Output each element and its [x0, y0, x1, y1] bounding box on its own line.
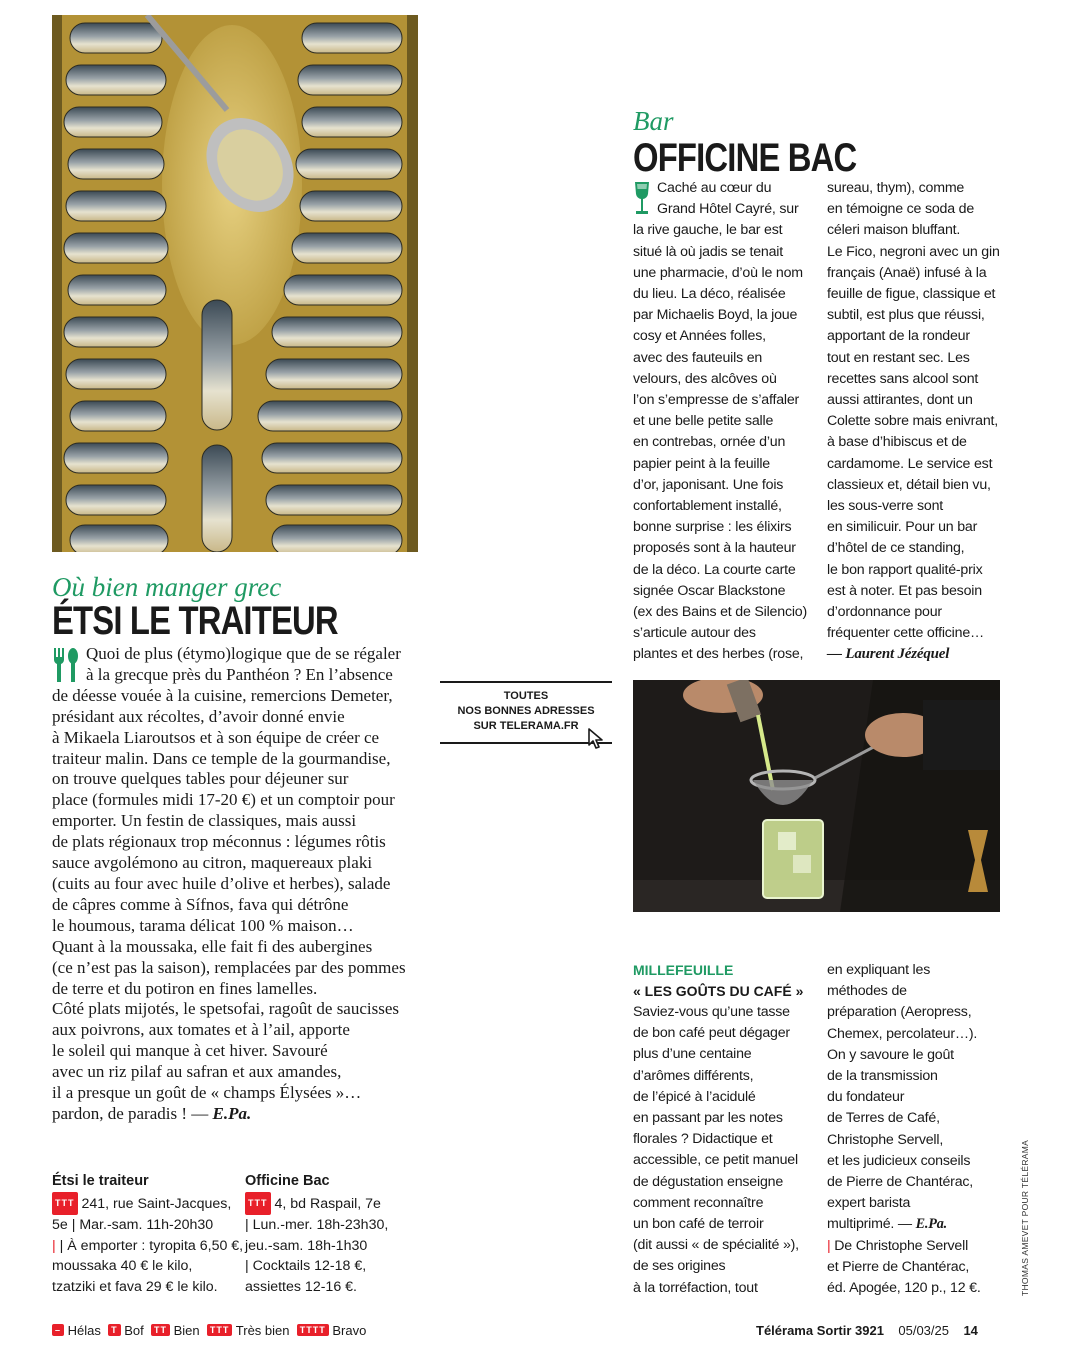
- millefeuille-line: Christophe Servell,: [827, 1131, 944, 1148]
- millefeuille-line: de l’épicé à l’acidulé: [633, 1088, 756, 1105]
- photo-cocktail: [633, 680, 1000, 912]
- officine-line: en contrebas, ornée d’un: [633, 434, 786, 451]
- etsi-line: le houmous, tarama délicat 100 % maison…: [52, 915, 354, 935]
- officine-line: Le Fico, negroni avec un gin: [827, 243, 1000, 260]
- officine-line: le bon rapport qualité-prix: [827, 561, 983, 578]
- officine-line: Colette sobre mais enivrant,: [827, 413, 999, 430]
- millefeuille-line: de ses origines: [633, 1258, 726, 1275]
- promo-top-rule: [440, 681, 612, 683]
- officine-line: céleri maison bluffant.: [827, 222, 961, 239]
- officine-line: du lieu. La déco, réalisée: [633, 286, 786, 303]
- millefeuille-ref: et Pierre de Chantérac,: [827, 1258, 970, 1275]
- officine-line: la rive gauche, le bar est: [633, 222, 783, 239]
- sardines-illustration: [52, 15, 418, 552]
- millefeuille-kicker: MILLEFEUILLE: [633, 962, 734, 978]
- officine-line: à base d’hibiscus et de: [827, 434, 967, 451]
- millefeuille-line: de Pierre de Chantérac,: [827, 1174, 974, 1191]
- page-number: 14: [963, 1323, 978, 1338]
- etsi-line: Côté plats mijotés, le spetsofai, ragoût de saucisses: [52, 999, 400, 1019]
- info-officine-prices: assiettes 12-16 €.: [245, 1279, 357, 1296]
- officine-line: fréquenter cette officine…: [827, 625, 985, 642]
- info-officine-line: [245, 1192, 388, 1215]
- officine-line: aussi attirantes, dont un: [827, 392, 973, 409]
- info-etsi-takeaway: | À emporter : tyropita 6,50 €,: [59, 1237, 244, 1254]
- officine-kicker: Bar: [633, 106, 674, 136]
- officine-line: cosy et Années folles,: [633, 328, 766, 345]
- info-officine-hours: | Lun.-mer. 18h-23h30,: [245, 1216, 389, 1233]
- millefeuille-line-last: [827, 1214, 1002, 1235]
- etsi-line: place (formules midi 17-20 €) et un comptoir pour: [52, 790, 395, 810]
- officine-line: avec des fauteuils en: [633, 349, 763, 366]
- cursor-icon: [588, 728, 606, 750]
- millefeuille-line: en expliquant les: [827, 962, 931, 978]
- etsi-line-text: pardon, de paradis ! —: [52, 1103, 209, 1123]
- info-officine-title: Officine Bac: [245, 1173, 330, 1189]
- officine-line: sureau, thym), comme: [827, 180, 965, 196]
- millefeuille-line: en passant par les notes: [633, 1110, 783, 1127]
- officine-col2: [827, 178, 1007, 666]
- millefeuille-line: Chemex, percolateur…).: [827, 1025, 978, 1042]
- etsi-line: emporter. Un festin de classiques, mais aussi: [52, 811, 357, 831]
- officine-line: bonne surprise : les élixirs: [633, 519, 792, 536]
- officine-line: de la déco. La courte carte: [633, 561, 796, 578]
- etsi-line: (ce n’est pas la saison), remplacées par des pommes: [52, 957, 406, 977]
- legend-badge: TTT: [207, 1324, 233, 1336]
- footer-publication: Télérama Sortir: [756, 1323, 852, 1338]
- officine-line: s’articule autour des: [633, 625, 756, 642]
- millefeuille-line: On y savoure le goût: [827, 1046, 954, 1063]
- millefeuille-line: de bon café peut dégager: [633, 1025, 790, 1042]
- millefeuille-ref: | De Christophe Servell: [827, 1237, 969, 1254]
- etsi-line: présidant aux récoltes, d’avoir donné envie: [52, 706, 345, 726]
- etsi-line: le soleil qui manque à cet hiver. Savouré: [52, 1041, 328, 1061]
- cocktail-illustration: [633, 680, 1000, 912]
- info-etsi-line: | | À emporter : tyropita 6,50 €,: [52, 1237, 244, 1254]
- officine-line: papier peint à la feuille: [633, 455, 770, 472]
- millefeuille-ref-text: De Christophe Servell: [834, 1237, 969, 1254]
- etsi-signature: E.Pa.: [212, 1103, 252, 1123]
- officine-line: français (Anaë) infusé à la: [827, 264, 987, 281]
- officine-line: d’or, japonisant. Une fois: [633, 476, 784, 493]
- info-officine-prices: | Cocktails 12-18 €,: [245, 1258, 367, 1275]
- millefeuille-line-text: multiprimé. —: [827, 1216, 912, 1233]
- etsi-line: à la grecque près du Panthéon ? En l’absence: [86, 664, 393, 684]
- etsi-line: aux poivrons, aux tomates et à l’ail, apporte: [52, 1020, 350, 1040]
- millefeuille-line: du fondateur: [827, 1089, 905, 1106]
- etsi-line: à Mikaela Liaroutsos et à son équipe de créer ce: [52, 727, 380, 747]
- officine-line: recettes sans alcool sont: [827, 370, 979, 387]
- officine-line: l’on s’empresse de s’affaler: [633, 392, 800, 409]
- etsi-line: avec un riz pilaf au safran et aux amandes,: [52, 1062, 342, 1082]
- etsi-line: de déesse vouée à la cuisine, remercions Demeter,: [52, 685, 393, 705]
- officine-signature: — Laurent Jézéquel: [827, 646, 950, 663]
- legend-label: Bof: [124, 1323, 144, 1338]
- millefeuille-line: accessible, ce petit manuel: [633, 1152, 798, 1169]
- footer-issue: 3921: [855, 1323, 884, 1338]
- legend-badge: –: [52, 1324, 64, 1336]
- millefeuille-line: et les judicieux conseils: [827, 1152, 971, 1169]
- officine-line: (ex des Bains et de Silencio): [633, 604, 808, 621]
- millefeuille-line: de la transmission: [827, 1068, 938, 1085]
- info-etsi-price: tzatziki et fava 29 € le kilo.: [52, 1279, 218, 1296]
- footer-info: [756, 1323, 978, 1338]
- millefeuille-line: un bon café de terroir: [633, 1216, 764, 1233]
- officine-line: signée Oscar Blackstone: [633, 582, 786, 599]
- legend-label: Bravo: [332, 1323, 367, 1338]
- officine-line: feuille de figue, classique et: [827, 286, 996, 303]
- officine-line: tout en restant sec. Les: [827, 349, 970, 366]
- legend-label: Très bien: [235, 1323, 290, 1338]
- officine-line: en similicuir. Pour un bar: [827, 519, 978, 536]
- promo-bottom-rule: [440, 742, 612, 744]
- officine-line: classieux et, détail bien vu,: [827, 476, 991, 493]
- rating-legend: [52, 1323, 366, 1338]
- millefeuille-line: d’arômes différents,: [633, 1067, 754, 1084]
- etsi-line-last: [52, 1104, 422, 1125]
- promo-line: SUR TELERAMA.FR: [473, 720, 579, 732]
- officine-line: cardamome. Le service est: [827, 455, 993, 472]
- photo-sardines: [52, 15, 418, 552]
- photo-credit: THOMAS AMEVET POUR TÉLÉRAMA: [1020, 1139, 1030, 1296]
- officine-line: Grand Hôtel Cayré, sur: [657, 201, 799, 218]
- rating-badge: TTT: [245, 1192, 271, 1215]
- rating-badge: TTT: [52, 1192, 78, 1215]
- legend-badge: TTTT: [297, 1324, 329, 1336]
- millefeuille-signature: E.Pa.: [915, 1216, 947, 1233]
- officine-line: apportant de la rondeur: [827, 328, 970, 345]
- millefeuille-line: comment reconnaître: [633, 1194, 764, 1211]
- etsi-headline: ÉTSI LE TRAITEUR: [52, 599, 338, 643]
- etsi-line: traiteur malin. Dans ce temple de la gourmandise,: [52, 748, 391, 768]
- officine-line: d’hôtel de ce standing,: [827, 540, 965, 557]
- officine-line: subtil, est plus que réussi,: [827, 307, 985, 324]
- etsi-line: de câpres comme à Sífnos, fava qui détrône: [52, 894, 349, 914]
- officine-line: d’ordonnance pour: [827, 604, 942, 621]
- millefeuille-line: (dit aussi « de spécialité »),: [633, 1237, 799, 1254]
- etsi-line: on trouve quelques tables pour déjeuner sur: [52, 769, 349, 789]
- info-etsi-title: Étsi le traiteur: [52, 1173, 149, 1189]
- officine-line: les sous-verre sont: [827, 498, 944, 515]
- officine-line: confortablement installé,: [633, 498, 782, 515]
- millefeuille-line: de Terres de Café,: [827, 1110, 940, 1127]
- millefeuille-line: Saviez-vous qu’une tasse: [633, 1004, 790, 1020]
- officine-line: est à noter. Et pas besoin: [827, 582, 982, 599]
- etsi-line: de terre et du potiron en fines lamelles.: [52, 978, 318, 998]
- officine-line: et une belle petite salle: [633, 413, 774, 430]
- officine-line: plantes et des herbes (rose,: [633, 646, 804, 663]
- info-officine-block: [245, 1192, 388, 1298]
- millefeuille-line: préparation (Aeropress,: [827, 1004, 972, 1021]
- millefeuille-line: florales ? Didactique et: [633, 1131, 773, 1148]
- officine-headline: OFFICINE BAC: [633, 136, 857, 180]
- etsi-body: [52, 644, 422, 1125]
- millefeuille-ref: éd. Apogée, 120 p., 12 €.: [827, 1280, 981, 1297]
- officine-col1: [633, 178, 811, 666]
- info-etsi-address: 241, rue Saint-Jacques,: [81, 1196, 232, 1212]
- etsi-line: (cuits au four avec huile d’olive et herbes), salade: [52, 873, 391, 893]
- info-etsi-block: [52, 1192, 243, 1298]
- officine-line: Caché au cœur du: [657, 180, 772, 196]
- promo-line: TOUTES: [503, 690, 549, 702]
- promo-box[interactable]: [440, 689, 612, 734]
- legend-badge: TT: [151, 1324, 170, 1336]
- info-officine-address: 4, bd Raspail, 7e: [274, 1196, 381, 1212]
- etsi-line: il a presque un goût de « champs Élysées »…: [52, 1083, 362, 1103]
- info-etsi-price: moussaka 40 € le kilo,: [52, 1258, 193, 1275]
- officine-line: par Michaelis Boyd, la joue: [633, 307, 798, 324]
- legend-badge: T: [108, 1324, 121, 1336]
- millefeuille-line: expert barista: [827, 1195, 911, 1212]
- info-etsi-line: [52, 1192, 243, 1215]
- etsi-line: de plats régionaux trop méconnus : légumes rôtis: [52, 832, 386, 852]
- millefeuille-title: « LES GOÛTS DU CAFÉ »: [633, 983, 804, 999]
- info-officine-hours: jeu.-sam. 18h-1h30: [245, 1237, 368, 1254]
- info-etsi-hours: 5e | Mar.-sam. 11h-20h30: [52, 1216, 214, 1233]
- etsi-line: Quoi de plus (étymo)logique que de se régaler: [86, 644, 401, 663]
- millefeuille-line: de dégustation enseigne: [633, 1173, 784, 1190]
- officine-line: velours, des alcôves où: [633, 370, 777, 387]
- footer-date: 05/03/25: [898, 1323, 949, 1338]
- etsi-line: sauce avgolémono au citron, maquereaux plaki: [52, 853, 373, 873]
- millefeuille-line: méthodes de: [827, 983, 907, 1000]
- officine-line: une pharmacie, d’où le nom: [633, 264, 803, 281]
- legend-label: Hélas: [67, 1323, 101, 1338]
- millefeuille-col2: [827, 960, 1002, 1299]
- millefeuille-line: plus d’une centaine: [633, 1046, 752, 1063]
- millefeuille-col1: [633, 1002, 815, 1299]
- officine-line: proposés sont à la hauteur: [633, 540, 796, 557]
- officine-line: situé là où jadis se tenait: [633, 243, 783, 260]
- millefeuille-line: à la torréfaction, tout: [633, 1279, 758, 1296]
- officine-line: en témoigne ce soda de: [827, 201, 975, 218]
- etsi-line: Quant à la moussaka, elle fait fi des aubergines: [52, 936, 373, 956]
- promo-line: NOS BONNES ADRESSES: [457, 705, 595, 717]
- etsi-kicker: Où bien manger grec: [52, 572, 282, 602]
- legend-label: Bien: [173, 1323, 200, 1338]
